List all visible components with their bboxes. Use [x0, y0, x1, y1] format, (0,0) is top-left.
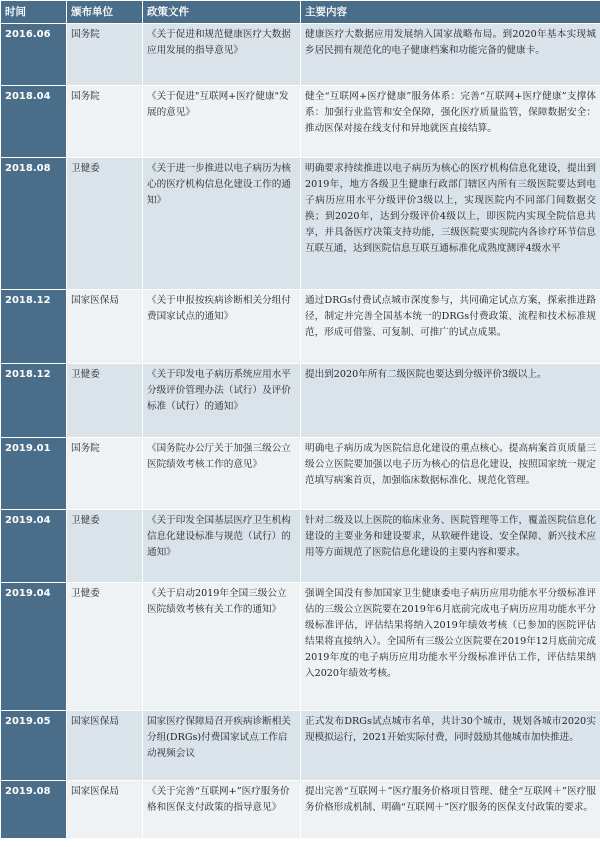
row-issuer: 卫健委	[67, 583, 143, 711]
header-time: 时间	[1, 1, 67, 24]
row-content: 针对二级及以上医院的临床业务、医院管理等工作，覆盖医院信息化建设的主要业务和建设要求，从软硬件建设、安全保障、新兴技术应用等方面规范了医院信息化建设的主要内容和要求。	[301, 510, 600, 583]
table-row	[1, 510, 600, 583]
row-issuer: 国家医保局	[67, 711, 143, 781]
row-document: 《关于印发全国基层医疗卫生机构信息化建设标准与规范（试行）的通知》	[143, 510, 301, 583]
row-document: 《关于申报按疾病诊断相关分组付费国家试点的通知》	[143, 290, 301, 364]
row-date: 2018.08	[1, 158, 67, 290]
row-issuer: 国务院	[67, 438, 143, 510]
table-row	[1, 583, 600, 711]
row-date: 2018.04	[1, 86, 67, 158]
row-document: 《关于印发电子病历系统应用水平分级评价管理办法（试行）及评价标准（试行）的通知》	[143, 364, 301, 438]
row-issuer: 卫健委	[67, 158, 143, 290]
row-issuer: 卫健委	[67, 364, 143, 438]
row-document: 《关于启动2019年全国三级公立医院绩效考核有关工作的通知》	[143, 583, 301, 711]
row-content: 正式发布DRGs试点城市名单，共计30个城市，规划各城市2020实现模拟运行，2021开始实际付费，同时鼓励其他城市加快推进。	[301, 711, 600, 781]
row-date: 2019.04	[1, 510, 67, 583]
row-date: 2016.06	[1, 24, 67, 86]
row-date: 2018.12	[1, 364, 67, 438]
header-content: 主要内容	[301, 1, 600, 24]
table-row	[1, 438, 600, 510]
header-document: 政策文件	[143, 1, 301, 24]
header-issuer: 颁布单位	[67, 1, 143, 24]
row-issuer: 国家医保局	[67, 781, 143, 839]
row-document: 《关于促进和规范健康医疗大数据应用发展的指导意见》	[143, 24, 301, 86]
row-document: 《关于促进"互联网+医疗健康"发展的意见》	[143, 86, 301, 158]
row-date: 2018.12	[1, 290, 67, 364]
row-content: 强调全国没有参加国家卫生健康委电子病历应用功能水平分级标准评估的三级公立医院要在2019年6月底前完成电子病历应用功能水平分级标准评估，评估结果将纳入2019年绩效考核（已参加的医院评估结果将直接纳入）。全国所有三级公立医院要在2019年12月底前完成2019年度的电子病历应用功能水平分级标准评估工作，评估结果纳入2020年绩效考核。	[301, 583, 600, 711]
table-row	[1, 158, 600, 290]
row-date: 2019.05	[1, 711, 67, 781]
table-row	[1, 86, 600, 158]
table-row	[1, 781, 600, 839]
row-content: 健全“互联网+医疗健康”服务体系：完善“互联网+医疗健康”支撑体系：加强行业监管和安全保障，强化医疗质量监管，保障数据安全：推动医保对接在线支付和异地就医直接结算。	[301, 86, 600, 158]
row-date: 2019.04	[1, 583, 67, 711]
row-issuer: 国务院	[67, 86, 143, 158]
row-content: 提出到2020年所有二级医院也要达到分级评价3级以上。	[301, 364, 600, 438]
row-content: 提出完善“互联网＋”医疗服务价格项目管理、健全“互联网＋”医疗服务价格形成机制、明确“互联网＋”医疗服务的医保支付政策的要求。	[301, 781, 600, 839]
row-issuer: 国务院	[67, 24, 143, 86]
row-document: 国家医疗保障局召开疾病诊断相关分组(DRGs)付费国家试点工作启动视频会议	[143, 711, 301, 781]
row-issuer: 国家医保局	[67, 290, 143, 364]
row-document: 《关于进一步推进以电子病历为核心的医疗机构信息化建设工作的通知》	[143, 158, 301, 290]
row-document: 《国务院办公厅关于加强三级公立医院绩效考核工作的意见》	[143, 438, 301, 510]
table-row	[1, 711, 600, 781]
table-row	[1, 290, 600, 364]
header-row	[1, 1, 600, 24]
row-date: 2019.08	[1, 781, 67, 839]
row-content: 明确要求持续推进以电子病历为核心的医疗机构信息化建设，提出到2019年，地方各级卫生健康行政部门辖区内所有三级医院要达到电子病历应用水平分级评价3级以上，实现医院内不同部门间数据交换；到2020年，达到分级评价4级以上，即医院内实现全院信息共享，并具备医疗决策支持功能，三级医院要实现院内各诊疗环节信息互联互通，达到医院信息互联互通标准化成熟度测评4级水平	[301, 158, 600, 290]
table-row	[1, 364, 600, 438]
row-issuer: 卫健委	[67, 510, 143, 583]
row-content: 明确电子病历成为医院信息化建设的重点核心。提高病案首页质量三级公立医院要加强以电子历为核心的信息化建设，按照国家统一规定范填写病案首页，加强临床数据标准化、规范化管理。	[301, 438, 600, 510]
row-date: 2019.01	[1, 438, 67, 510]
row-content: 健康医疗大数据应用发展纳入国家战略布局。到2020年基本实现城乡居民拥有规范化的电子健康档案和功能完备的健康卡。	[301, 24, 600, 86]
row-content: 通过DRGs付费试点城市深度参与，共同确定试点方案，探索推进路径，制定并完善全国基本统一的DRGs付费政策、流程和技术标准规范，形成可借鉴、可复制、可推广的试点成果。	[301, 290, 600, 364]
row-document: 《关于完善“互联网+”医疗服务价格和医保支付政策的指导意见》	[143, 781, 301, 839]
table-row	[1, 24, 600, 86]
